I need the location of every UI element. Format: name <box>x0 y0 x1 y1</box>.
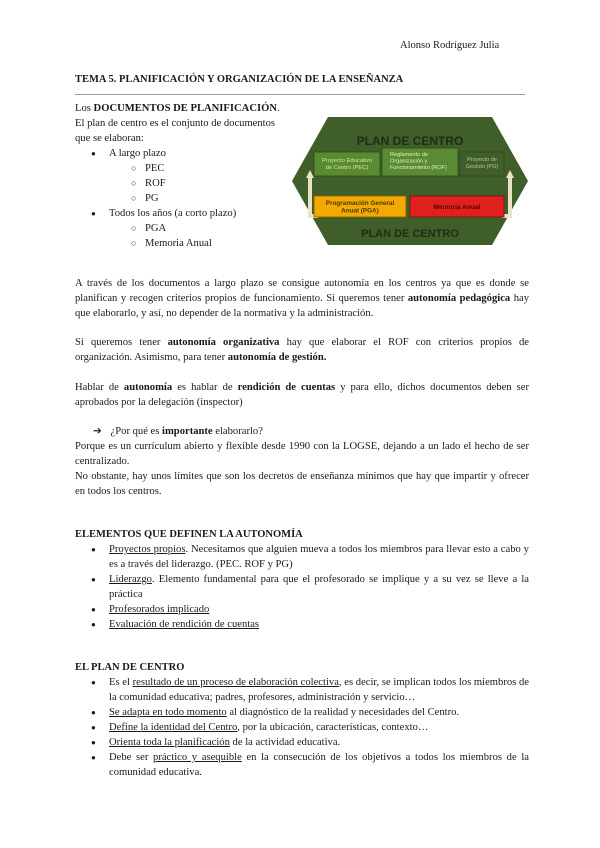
title-divider <box>75 94 525 95</box>
box-pga-label: Programación General Anual (PGA) <box>325 200 395 215</box>
docs-intro: Los DOCUMENTOS DE PLANIFICACIÓN. <box>75 103 280 114</box>
sub-bullet-icon: ○ <box>131 178 137 188</box>
bullet-icon: ● <box>91 708 96 717</box>
bullet-icon: ● <box>91 575 96 584</box>
bullet-icon: ● <box>91 753 96 762</box>
elementos-item-liderazgo: Liderazgo. Elemento fundamental para que el profesorado se implique y a su vez se lleve a la práctica <box>109 574 529 600</box>
bullet-icon: ● <box>91 605 96 614</box>
plan-de-centro-diagram <box>292 112 528 250</box>
question-line: ➔ ¿Por qué es importante elaborarlo? <box>93 426 263 437</box>
sub-bullet-icon: ○ <box>131 238 137 248</box>
docs-sub-memoria: Memoria Anual <box>145 238 212 249</box>
bullet-icon: ● <box>91 678 96 687</box>
plan-item-resultado: Es el resultado de un proceso de elaboración colectiva, es decir, se implican todos los miembros de la comunidad educativa; padres, profesores, administración y servicio… <box>109 677 529 703</box>
paragraph-rendicion-cuentas: Hablar de autonomía es hablar de rendición de cuentas y para ello, dichos documentos deben ser aprobados por la delegación (inspector) <box>75 382 529 408</box>
diagram-top-label: PLAN DE CENTRO <box>356 134 464 148</box>
bullet-icon: ● <box>91 149 96 158</box>
box-memoria-label: Memoria Anual <box>433 204 481 211</box>
paragraph-limites: No obstante, hay unos límites que son los decretos de enseñanza mínimos que hay que impartir y ofrecer en todos los centros. <box>75 471 529 497</box>
diagram-bottom-label: PLAN DE CENTRO <box>361 228 459 240</box>
bullet-icon: ● <box>91 209 96 218</box>
elementos-item-profesorado: Profesorados implicado <box>109 604 210 615</box>
paragraph-autonomia-pedagogica: A través de los documentos a largo plazo se consigue autonomía en los centros ya que es donde se planifican y recogen criterios propios de funcionamiento. Si queremos tener autonomía pedagógica hay que elaborarlo, y así, no depender de la normativa y la administración. <box>75 278 529 319</box>
elementos-item-evaluacion: Evaluación de rendición de cuentas <box>109 619 260 630</box>
heading-elementos: ELEMENTOS QUE DEFINEN LA AUTONOMÍA <box>75 529 303 540</box>
bullet-icon: ● <box>91 545 96 554</box>
author-name: Alonso Rodríguez Julia <box>400 40 500 51</box>
docs-bullet-yearly: Todos los años (a corto plazo) <box>109 208 237 219</box>
box-pec <box>314 152 380 176</box>
docs-line1: El plan de centro es el conjunto de documentos <box>75 118 276 129</box>
plan-item-adapta: Se adapta en todo momento al diagnóstico de la realidad y necesidades del Centro. <box>109 707 460 718</box>
plan-item-orienta: Orienta toda la planificación de la actividad educativa. <box>109 737 341 748</box>
sub-bullet-icon: ○ <box>131 223 137 233</box>
docs-sub-pga: PGA <box>145 223 167 234</box>
bullet-icon: ● <box>91 738 96 747</box>
docs-bullet-long-term: A largo plazo <box>109 148 166 159</box>
paragraph-curriculum: Porque es un currículum abierto y flexible desde 1990 con la LOGSE, dejando a un lado el hecho de ser centralizado. <box>75 441 529 467</box>
plan-item-identidad: Define la identidad del Centro, por la ubicación, características, contexto… <box>109 722 429 733</box>
docs-sub-rof: ROF <box>145 178 166 189</box>
docs-sub-pg: PG <box>145 193 159 204</box>
paragraph-autonomia-organizativa: Si queremos tener autonomía organizativa hay que elaborar el ROF con criterios propios de organización. Asimismo, para tener autonomía de gestión. <box>75 337 529 363</box>
elementos-item-proyectos: Proyectos propios. Necesitamos que alguien mueva a todos los miembros para llevar esto a cabo y es a través del liderazgo. (PEC. ROF y PG) <box>109 544 529 570</box>
sub-bullet-icon: ○ <box>131 193 137 203</box>
box-pec-label: Proyecto Educativo de Centro (PEC) <box>322 158 372 171</box>
sub-bullet-icon: ○ <box>131 163 137 173</box>
docs-sub-pec: PEC <box>145 163 165 174</box>
plan-item-practico: Debe ser práctico y asequible en la consecución de los objetivos a todos los miembros de la comunidad educativa. <box>109 752 529 778</box>
page-title: TEMA 5. PLANIFICACIÓN Y ORGANIZACIÓN DE LA ENSEÑANZA <box>75 74 404 85</box>
docs-line2: que se elaboran: <box>75 133 144 144</box>
box-pg-label: Proyecto de Gestión (PG) <box>465 157 499 170</box>
heading-plan-de-centro: EL PLAN DE CENTRO <box>75 662 185 673</box>
box-rof-label: Reglamento de Organización y Funcionamiento (ROF) <box>390 152 447 171</box>
arrow-right-icon: ➔ <box>93 426 102 437</box>
bullet-icon: ● <box>91 723 96 732</box>
bullet-icon: ● <box>91 620 96 629</box>
